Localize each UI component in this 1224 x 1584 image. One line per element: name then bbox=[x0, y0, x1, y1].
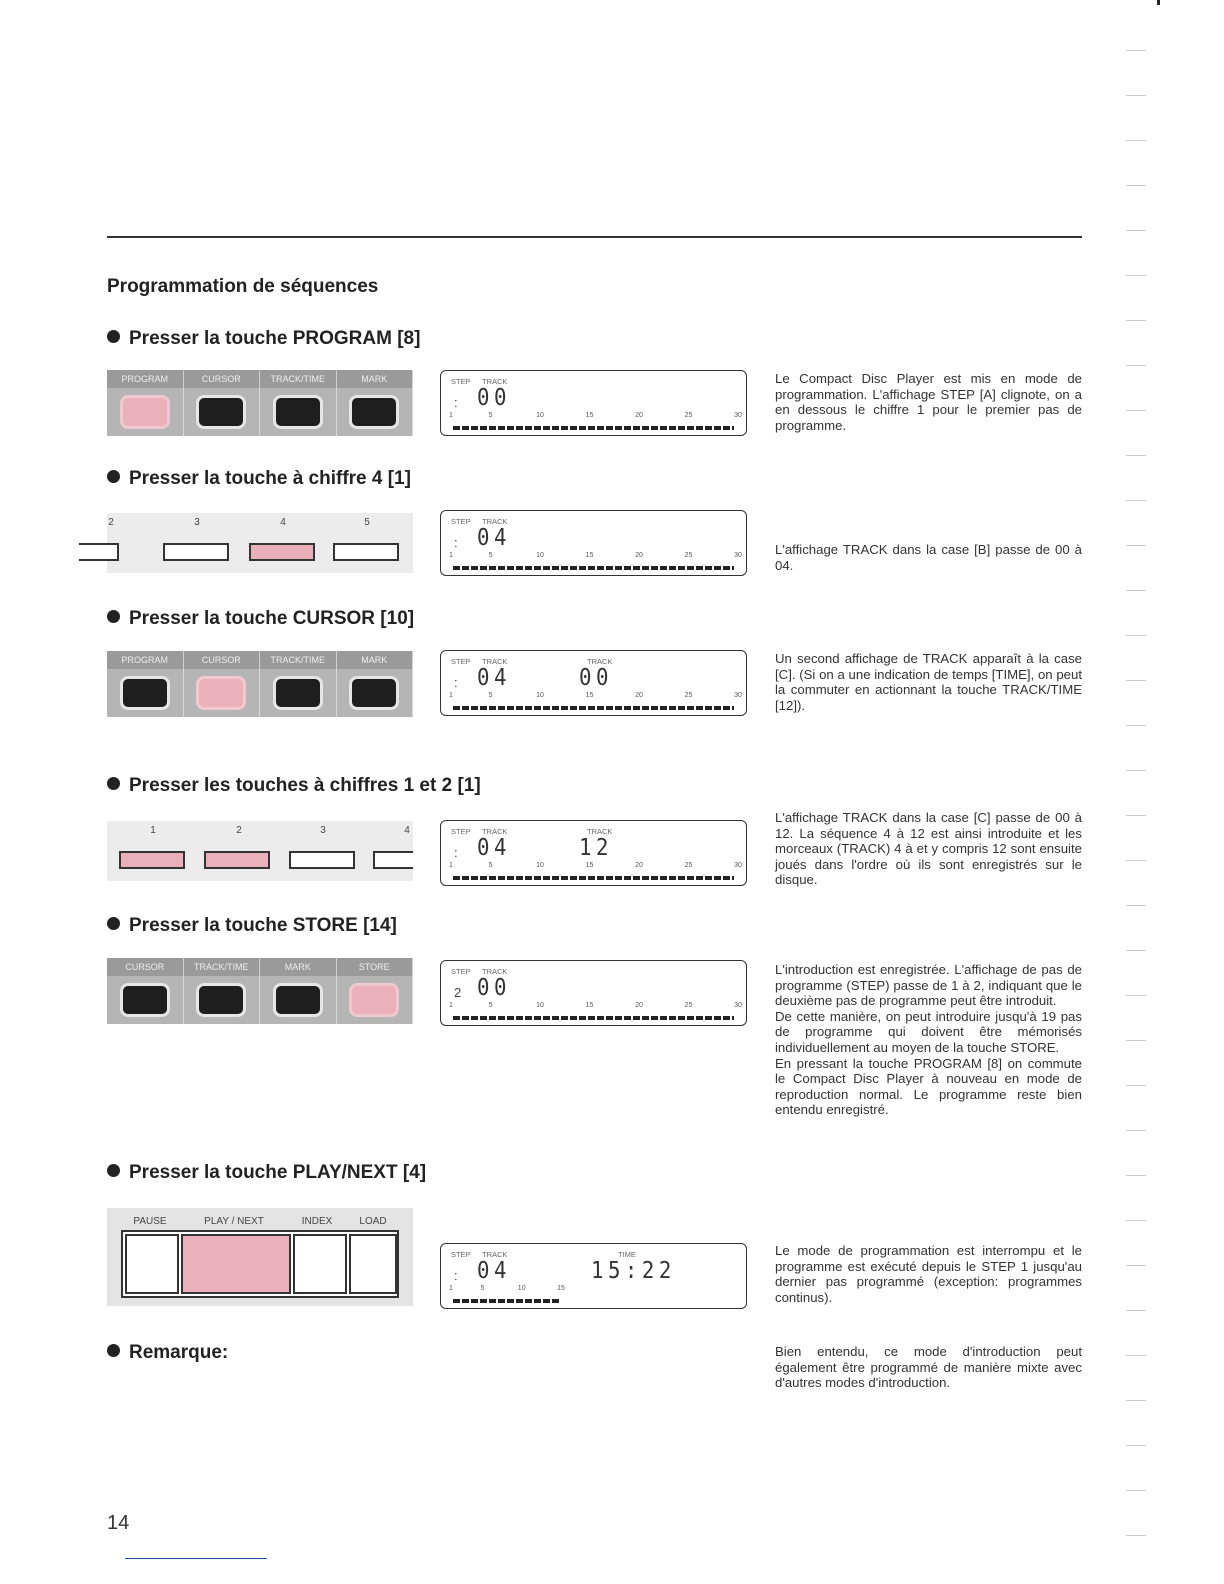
lcd-step-label: STEP bbox=[451, 827, 471, 836]
key-label: MARK bbox=[337, 370, 414, 388]
margin-tick bbox=[1126, 590, 1146, 591]
play-next-key[interactable] bbox=[181, 1234, 291, 1294]
lcd-scale-tick: 15 bbox=[585, 412, 594, 419]
key-label: 1 bbox=[150, 825, 156, 836]
bullet-icon bbox=[107, 610, 120, 623]
step-store bbox=[107, 915, 397, 937]
key-label: PLAY / NEXT bbox=[204, 1216, 264, 1227]
lcd-track-label: TRACK bbox=[482, 517, 508, 526]
lcd-display-4 bbox=[440, 820, 747, 886]
lcd-track-value: 00 bbox=[477, 975, 511, 1001]
key-label: 5 bbox=[364, 517, 370, 528]
key-label: CURSOR bbox=[107, 958, 184, 976]
step-digit-4 bbox=[107, 468, 411, 490]
lcd-step-label: STEP bbox=[451, 1250, 471, 1259]
keypad-program bbox=[107, 370, 413, 436]
lcd-scale-tick: 10 bbox=[536, 862, 544, 869]
track-time-key[interactable] bbox=[273, 395, 323, 429]
lcd-scale-tick: 30 bbox=[734, 552, 742, 559]
lcd-scale bbox=[449, 862, 742, 872]
key-label: CURSOR bbox=[184, 370, 261, 388]
lcd-scale-tick: 5 bbox=[488, 862, 493, 869]
lcd-step-value: : bbox=[454, 845, 458, 860]
lcd-scale-tick: 15 bbox=[557, 1285, 565, 1292]
lcd-scale-tick: 5 bbox=[488, 552, 493, 559]
key-label: STORE bbox=[337, 958, 414, 976]
store-key[interactable] bbox=[349, 983, 399, 1017]
step-text: Presser la touche STORE [14] bbox=[129, 915, 397, 936]
key-label: PROGRAM bbox=[107, 370, 184, 388]
lcd-scale-tick: 25 bbox=[684, 692, 693, 699]
lcd-track-value: 04 bbox=[477, 1258, 511, 1284]
lcd-scale-tick: 1 bbox=[449, 552, 453, 559]
key-label: 3 bbox=[320, 825, 326, 836]
lcd-track-value: 00 bbox=[477, 385, 511, 411]
pause-key[interactable] bbox=[125, 1234, 179, 1294]
lcd-bar bbox=[453, 426, 734, 430]
lcd-scale bbox=[449, 692, 742, 702]
lcd-scale-tick: 25 bbox=[684, 552, 693, 559]
lcd-step-value: : bbox=[454, 675, 458, 690]
lcd-scale-tick: 25 bbox=[684, 412, 693, 419]
step-text: Remarque: bbox=[129, 1342, 229, 1363]
lcd-track-label: TRACK bbox=[482, 967, 508, 976]
margin-tick bbox=[1126, 1265, 1146, 1266]
key-label: MARK bbox=[337, 651, 414, 669]
lcd-scale-tick: 20 bbox=[635, 862, 643, 869]
lcd-step-label: STEP bbox=[451, 377, 471, 386]
key-label: INDEX bbox=[301, 1216, 333, 1227]
lcd-scale-tick: 10 bbox=[536, 692, 544, 699]
step-program bbox=[107, 328, 420, 350]
key-label: TRACK/TIME bbox=[260, 651, 337, 669]
step-text: Presser la touche PROGRAM [8] bbox=[129, 328, 421, 349]
cursor-key[interactable] bbox=[196, 676, 246, 710]
margin-tick bbox=[1126, 410, 1146, 411]
lcd-scale-tick: 20 bbox=[635, 412, 643, 419]
key-label: TRACK/TIME bbox=[260, 370, 337, 388]
lcd-bar bbox=[453, 1299, 561, 1303]
section-title: Programmation de séquences bbox=[107, 276, 379, 297]
lcd-scale-tick: 5 bbox=[480, 1285, 485, 1292]
lcd-step-value: : bbox=[454, 535, 458, 550]
bullet-icon bbox=[107, 330, 120, 343]
lcd-scale-tick: 15 bbox=[585, 692, 594, 699]
remark-text: Bien entendu, ce mode d'introduction peut également être programmé de manière mixte avec d'autres modes d'introduction. bbox=[775, 1344, 1082, 1391]
mark-key[interactable] bbox=[349, 395, 399, 429]
margin-tick bbox=[1126, 1175, 1146, 1176]
description-2: L'affichage TRACK dans la case [B] passe de 00 à 04. bbox=[775, 542, 1082, 573]
page-number: 14 bbox=[107, 1512, 130, 1534]
cursor-key[interactable] bbox=[196, 395, 246, 429]
lcd-step-value: 2 bbox=[454, 985, 462, 1000]
keypad-play bbox=[107, 1208, 413, 1306]
margin-tick bbox=[1126, 185, 1146, 186]
lcd-scale-tick: 20 bbox=[635, 1002, 643, 1009]
lcd-scale-tick: 5 bbox=[488, 692, 493, 699]
lcd-scale-tick: 30 bbox=[734, 862, 742, 869]
digit-1-key[interactable] bbox=[119, 851, 185, 869]
margin-tick bbox=[1126, 140, 1146, 141]
margin-tick bbox=[1126, 860, 1146, 861]
bullet-icon bbox=[107, 1164, 120, 1177]
keypad-cursor bbox=[107, 651, 413, 717]
lcd-track-label: TRACK bbox=[482, 377, 508, 386]
lcd-scale-tick: 30 bbox=[734, 412, 742, 419]
lcd-scale-tick: 20 bbox=[635, 692, 643, 699]
margin-tick bbox=[1126, 815, 1146, 816]
margin-tick bbox=[1126, 275, 1146, 276]
lcd-display-6 bbox=[440, 1243, 747, 1309]
lcd-scale bbox=[449, 412, 742, 422]
lcd-track2-value: 12 bbox=[579, 835, 613, 861]
margin-tick bbox=[1126, 725, 1146, 726]
step-play-next bbox=[107, 1162, 426, 1184]
lcd-track2-label: TRACK bbox=[587, 657, 613, 666]
lcd-scale-tick: 10 bbox=[517, 1285, 526, 1292]
mark-key[interactable] bbox=[273, 983, 323, 1017]
margin-tick bbox=[1126, 1490, 1146, 1491]
step-text: Presser la touche à chiffre 4 [1] bbox=[129, 468, 411, 489]
lcd-track-value: 04 bbox=[477, 835, 511, 861]
margin-tick bbox=[1126, 680, 1146, 681]
lcd-display-5 bbox=[440, 960, 747, 1026]
lcd-step-value: : bbox=[454, 395, 458, 410]
margin-tick bbox=[1126, 1310, 1146, 1311]
margin-tick bbox=[1126, 1355, 1146, 1356]
lcd-scale bbox=[449, 1002, 742, 1012]
lcd-scale-tick: 25 bbox=[684, 1002, 693, 1009]
keypad-digits-1-2 bbox=[107, 821, 413, 881]
header-rule bbox=[107, 236, 1082, 238]
footer-line bbox=[125, 1558, 267, 1559]
lcd-bar bbox=[453, 876, 734, 880]
margin-tick bbox=[1126, 455, 1146, 456]
key-label: MARK bbox=[260, 958, 337, 976]
lcd-scale-tick: 15 bbox=[585, 552, 594, 559]
margin-tick bbox=[1126, 905, 1146, 906]
lcd-time-value: 15:22 bbox=[591, 1258, 676, 1284]
lcd-scale-tick: 30 bbox=[734, 1002, 742, 1009]
lcd-display-1 bbox=[440, 370, 747, 436]
lcd-track-label: TRACK bbox=[482, 827, 508, 836]
lcd-track-label: TRACK bbox=[482, 657, 508, 666]
step-text: Presser la touche CURSOR [10] bbox=[129, 608, 415, 629]
key-label: TRACK/TIME bbox=[184, 958, 261, 976]
digit-3-key[interactable] bbox=[289, 851, 355, 869]
margin-tick bbox=[1126, 950, 1146, 951]
lcd-scale bbox=[449, 552, 742, 562]
lcd-step-label: STEP bbox=[451, 517, 471, 526]
key-label: PROGRAM bbox=[107, 651, 184, 669]
key-label: CURSOR bbox=[184, 651, 261, 669]
lcd-bar bbox=[453, 566, 734, 570]
mark-key[interactable] bbox=[349, 676, 399, 710]
step-digits-1-2 bbox=[107, 775, 481, 797]
lcd-display-2 bbox=[440, 510, 747, 576]
lcd-scale-tick: 5 bbox=[488, 412, 493, 419]
key-label: 2 bbox=[108, 517, 114, 528]
keypad-digit-4 bbox=[107, 513, 413, 573]
lcd-scale-tick: 1 bbox=[449, 412, 453, 419]
key-label: 3 bbox=[194, 517, 200, 528]
lcd-scale-tick: 30 bbox=[734, 692, 742, 699]
bullet-icon bbox=[107, 917, 120, 930]
track-time-key[interactable] bbox=[273, 676, 323, 710]
lcd-track2-value: 00 bbox=[579, 665, 613, 691]
description-5: L'introduction est enregistrée. L'affichage de pas de programme (STEP) passe de 1 à 2, indiquant que le deuxième pas de programme peut être introduit. De cette manière, on peut introduire jusqu'à 19 pas de programme qui doivent être mémorisés individuellement au moyen de la touche STORE. En pressant la touche PROGRAM [8] on commute le Compact Disc Player à nouveau en mode de reproduction normal. Le programme reste bien entendu enregistré. bbox=[775, 962, 1082, 1118]
digit-3-key[interactable] bbox=[163, 543, 229, 561]
bullet-icon bbox=[107, 777, 120, 790]
track-time-key[interactable] bbox=[196, 983, 246, 1017]
lcd-scale-tick: 10 bbox=[536, 1002, 544, 1009]
key-label: 2 bbox=[236, 825, 242, 836]
margin-tick bbox=[1126, 995, 1146, 996]
keypad-store bbox=[107, 958, 413, 1024]
margin-tick bbox=[1126, 1535, 1146, 1536]
lcd-scale-tick: 15 bbox=[585, 1002, 594, 1009]
lcd-bar bbox=[453, 1016, 734, 1020]
step-text: Presser la touche PLAY/NEXT [4] bbox=[129, 1162, 427, 1183]
lcd-scale-tick: 10 bbox=[536, 552, 544, 559]
description-3: Un second affichage de TRACK apparaît à la case [C]. (Si on a une indication de temps [TIME], on peut la commuter en actionnant la touche TRACK/TIME [12]). bbox=[775, 651, 1082, 713]
description-6: Le mode de programmation est interrompu et le programme est exécuté depuis le STEP 1 jusqu'au dernier pas programmé (exception: programmes continus). bbox=[775, 1243, 1082, 1305]
key-label: 4 bbox=[280, 517, 286, 528]
bullet-icon bbox=[107, 1344, 120, 1357]
lcd-scale-tick: 25 bbox=[684, 862, 693, 869]
cursor-key[interactable] bbox=[120, 983, 170, 1017]
margin-tick bbox=[1126, 320, 1146, 321]
digit-4-key[interactable] bbox=[373, 851, 413, 869]
step-cursor bbox=[107, 608, 414, 630]
program-key[interactable] bbox=[120, 676, 170, 710]
lcd-scale-tick: 20 bbox=[635, 552, 643, 559]
step-text: Presser les touches à chiffres 1 et 2 [1] bbox=[129, 775, 481, 796]
lcd-step-label: STEP bbox=[451, 967, 471, 976]
load-key[interactable] bbox=[349, 1234, 397, 1294]
bullet-icon bbox=[107, 470, 120, 483]
margin-tick bbox=[1126, 95, 1146, 96]
lcd-scale-tick: 5 bbox=[488, 1002, 493, 1009]
lcd-scale-tick: 1 bbox=[449, 1002, 453, 1009]
lcd-bar bbox=[453, 706, 734, 710]
margin-tick bbox=[1126, 1085, 1146, 1086]
lcd-track-value: 04 bbox=[477, 665, 511, 691]
digit-2-key[interactable] bbox=[79, 543, 119, 561]
description-1: Le Compact Disc Player est mis en mode de programmation. L'affichage STEP [A] clignote, on a en dessous le chiffre 1 pour le premier pas de programme. bbox=[775, 371, 1082, 433]
margin-tick bbox=[1126, 500, 1146, 501]
lcd-track-label: TRACK bbox=[482, 1250, 508, 1259]
key-label: 4 bbox=[404, 825, 410, 836]
margin-tick bbox=[1126, 230, 1146, 231]
key-label: LOAD bbox=[359, 1216, 387, 1227]
lcd-step-value: : bbox=[454, 1268, 458, 1283]
description-4: L'affichage TRACK dans la case [C] passe de 00 à 12. La séquence 4 à 12 est ainsi introduite et les morceaux (TRACK) 4 à et y compris 12 sont ensuite joués dans l'ordre où ils sont enregistrés sur le disque. bbox=[775, 810, 1082, 888]
margin-tick bbox=[1126, 365, 1146, 366]
lcd-time-label: TIME bbox=[618, 1250, 636, 1259]
lcd-scale-tick: 1 bbox=[449, 1285, 453, 1292]
digit-5-key[interactable] bbox=[333, 543, 399, 561]
lcd-scale-tick: 1 bbox=[449, 862, 453, 869]
margin-tick bbox=[1126, 770, 1146, 771]
digit-4-key[interactable] bbox=[249, 543, 315, 561]
margin-tick bbox=[1126, 1445, 1146, 1446]
lcd-scale-tick: 1 bbox=[449, 692, 453, 699]
remark-heading bbox=[107, 1342, 228, 1364]
key-label: PAUSE bbox=[133, 1216, 167, 1227]
margin-tick bbox=[1126, 545, 1146, 546]
margin-tick bbox=[1126, 1040, 1146, 1041]
lcd-scale-tick: 15 bbox=[585, 862, 594, 869]
margin-tick bbox=[1126, 50, 1146, 51]
index-key[interactable] bbox=[293, 1234, 347, 1294]
lcd-track2-label: TRACK bbox=[587, 827, 613, 836]
lcd-track-value: 04 bbox=[477, 525, 511, 551]
margin-tick bbox=[1126, 1130, 1146, 1131]
margin-tick bbox=[1126, 635, 1146, 636]
lcd-step-label: STEP bbox=[451, 657, 471, 666]
lcd-display-3 bbox=[440, 650, 747, 716]
margin-tick bbox=[1126, 1400, 1146, 1401]
digit-2-key[interactable] bbox=[204, 851, 270, 869]
corner-mark bbox=[1157, 0, 1160, 5]
program-key[interactable] bbox=[120, 395, 170, 429]
lcd-scale-tick: 10 bbox=[536, 412, 544, 419]
margin-tick bbox=[1126, 1220, 1146, 1221]
lcd-scale bbox=[451, 1285, 736, 1295]
